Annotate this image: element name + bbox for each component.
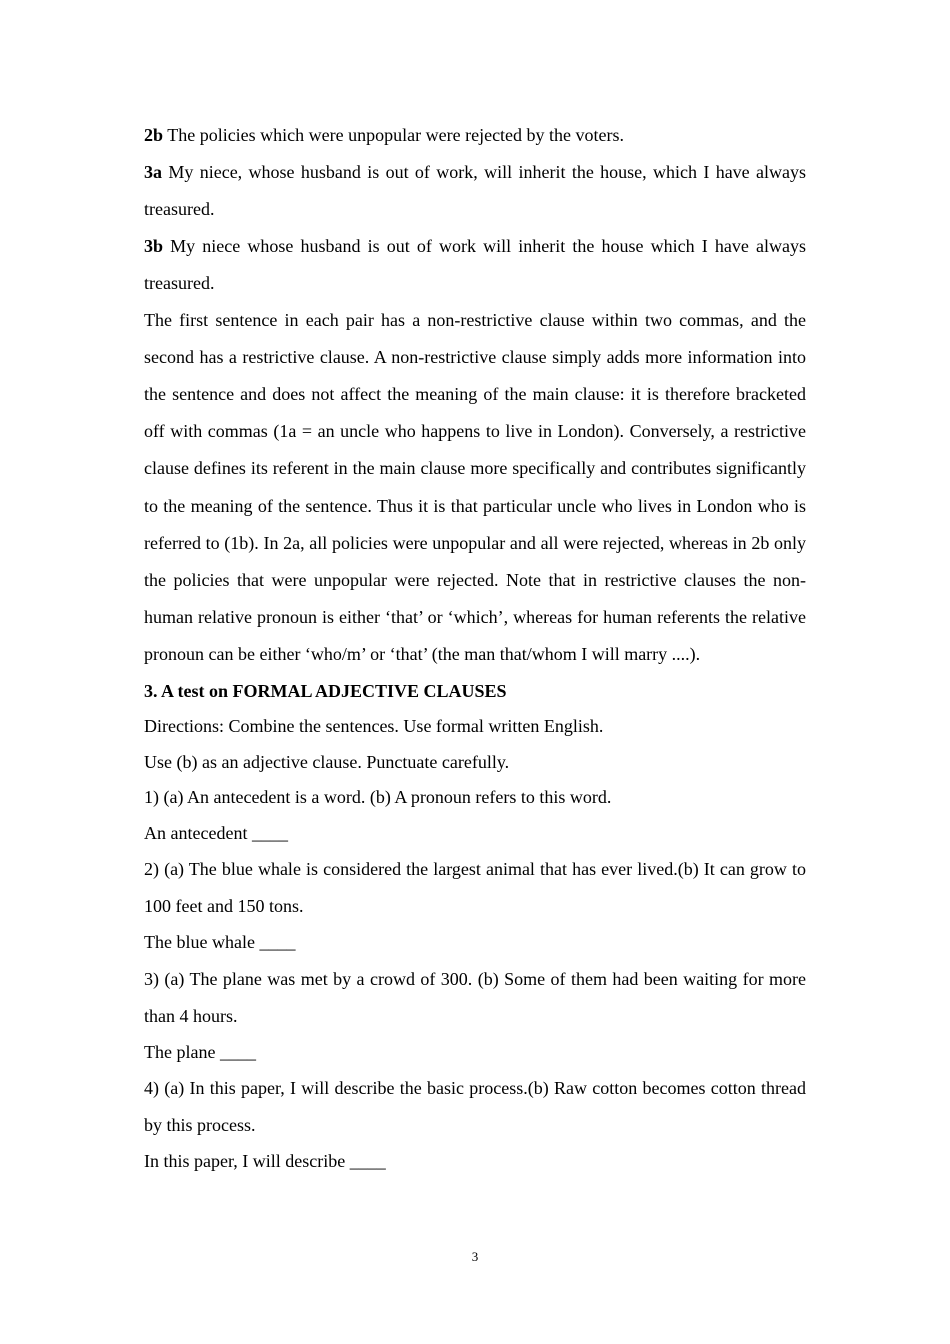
test-answer-1: An antecedent ____	[144, 822, 288, 843]
test-question-1: 1) (a) An antecedent is a word. (b) A pronoun refers to this word.	[144, 787, 612, 808]
example-label: 3b	[144, 235, 164, 256]
test-answer-4: In this paper, I will describe ____	[144, 1151, 386, 1172]
example-label: 3a	[144, 161, 162, 182]
test-question-4: 4) (a) In this paper, I will describe the basic process.(b) Raw cotton becomes cotton thread by this process.	[144, 1078, 806, 1136]
test-instruction: Use (b) as an adjective clause. Punctuate carefully.	[144, 751, 510, 772]
example-text: The policies which were unpopular were rejected by the voters.	[167, 125, 625, 145]
page-content	[144, 118, 806, 1180]
section-heading: 3. A test on FORMAL ADJECTIVE CLAUSES	[144, 680, 507, 701]
test-answer-3: The plane ____	[144, 1041, 256, 1062]
test-question-3: 3) (a) The plane was met by a crowd of 300. (b) Some of them had been waiting for more than 4 hours.	[144, 968, 806, 1026]
example-3b	[144, 228, 806, 302]
page-number: 3	[471, 1249, 479, 1264]
example-text: My niece whose husband is out of work will inherit the house which I have always treasured.	[144, 235, 807, 293]
test-directions: Directions: Combine the sentences. Use formal written English.	[144, 716, 604, 737]
test-question-2: 2) (a) The blue whale is considered the largest animal that has ever lived.(b) It can grow to 100 feet and 150 tons.	[144, 859, 806, 917]
example-3a	[144, 154, 806, 228]
test-answer-2: The blue whale ____	[144, 932, 296, 953]
example-text: My niece, whose husband is out of work, will inherit the house, which I have always treasured.	[144, 161, 807, 219]
explanation-paragraph: The first sentence in each pair has a non-restrictive clause within two commas, and the second has a restrictive clause. A non-restrictive clause simply adds more information into the sentence and does not affect the meaning of the main clause: it is therefore bracketed off with commas (1a = an uncle who happens to live in London). Conversely, a restrictive clause defines its referent in the main clause more specifically and contributes significantly to the meaning of the sentence. Thus it is that particular uncle who lives in London who is referred to (1b). In 2a, all policies were unpopular and all were rejected, whereas in 2b only the policies that were unpopular were rejected. Note that in restrictive clauses the non-human relative pronoun is either ‘that’ or ‘which’, whereas for human referents the relative pronoun can be either ‘who/m’ or ‘that’ (the man that/whom I will marry ....).	[144, 309, 806, 665]
example-label: 2b	[144, 125, 164, 145]
example-2b	[144, 118, 806, 154]
